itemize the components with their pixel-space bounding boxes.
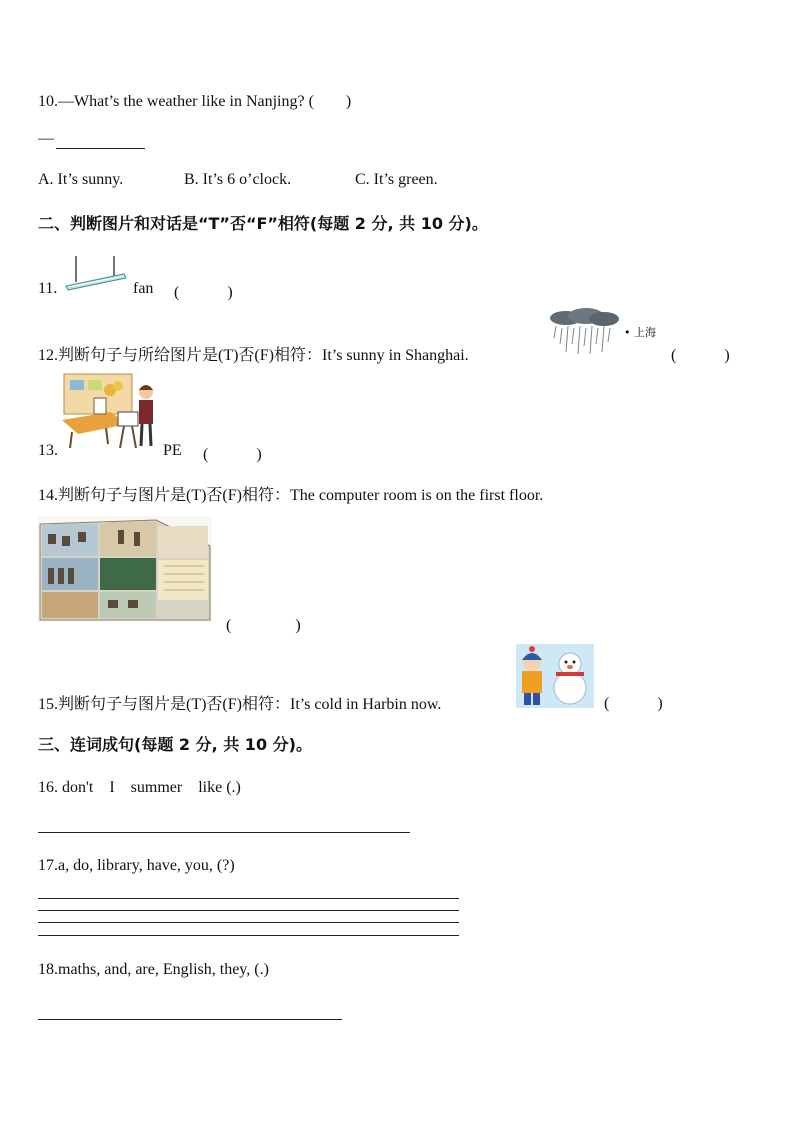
question-12: 12.判断句子与所给图片是(T)否(F)相符：It’s sunny in Shanghai. — [38, 347, 469, 364]
city-label: • 上海 — [624, 326, 656, 339]
rain-cloud-icon — [548, 308, 620, 358]
answer-line[interactable] — [38, 832, 410, 833]
section-2-title: 二、判断图片和对话是“T”否“F”相符(每题 2 分, 共 10 分)。 — [38, 214, 488, 233]
question-11-answer-paren[interactable]: ( ) — [174, 284, 233, 301]
question-10: 10.—What’s the weather like in Nanjing? ( ) — [38, 93, 352, 110]
question-12-answer-paren[interactable]: ( ) — [671, 347, 730, 364]
question-14-answer-paren[interactable]: ( ) — [226, 617, 301, 634]
question-15-answer-paren[interactable]: ( ) — [604, 695, 663, 712]
option-c: C. It’s green. — [355, 171, 438, 188]
answer-line — [56, 148, 145, 149]
question-17: 17.a, do, library, have, you, (?) — [38, 857, 235, 874]
question-15: 15.判断句子与图片是(T)否(F)相符：It’s cold in Harbin now. — [38, 696, 442, 713]
question-13-word: PE — [163, 442, 182, 459]
question-11-number: 11. — [38, 280, 58, 297]
question-13-number: 13. — [38, 442, 58, 459]
art-class-icon — [58, 372, 158, 456]
question-13-answer-paren[interactable]: ( ) — [203, 446, 262, 463]
answer-line[interactable] — [38, 935, 459, 936]
question-11-word: fan — [133, 280, 154, 297]
snowman-icon — [516, 644, 594, 708]
answer-dash: — — [38, 130, 54, 147]
section-3-title: 三、连词成句(每题 2 分, 共 10 分)。 — [38, 735, 312, 754]
question-16: 16. don't I summer like (.) — [38, 779, 241, 796]
answer-line[interactable] — [38, 1019, 342, 1020]
option-a: A. It’s sunny. — [38, 171, 124, 188]
question-14: 14.判断句子与图片是(T)否(F)相符：The computer room is on the first floor. — [38, 487, 544, 504]
answer-line[interactable] — [38, 898, 459, 899]
answer-line[interactable] — [38, 910, 459, 911]
school-building-icon — [38, 516, 212, 622]
option-b: B. It’s 6 o’clock. — [184, 171, 292, 188]
answer-line[interactable] — [38, 922, 459, 923]
fluorescent-lamp-icon — [62, 254, 128, 294]
question-18: 18.maths, and, are, English, they, (.) — [38, 961, 269, 978]
